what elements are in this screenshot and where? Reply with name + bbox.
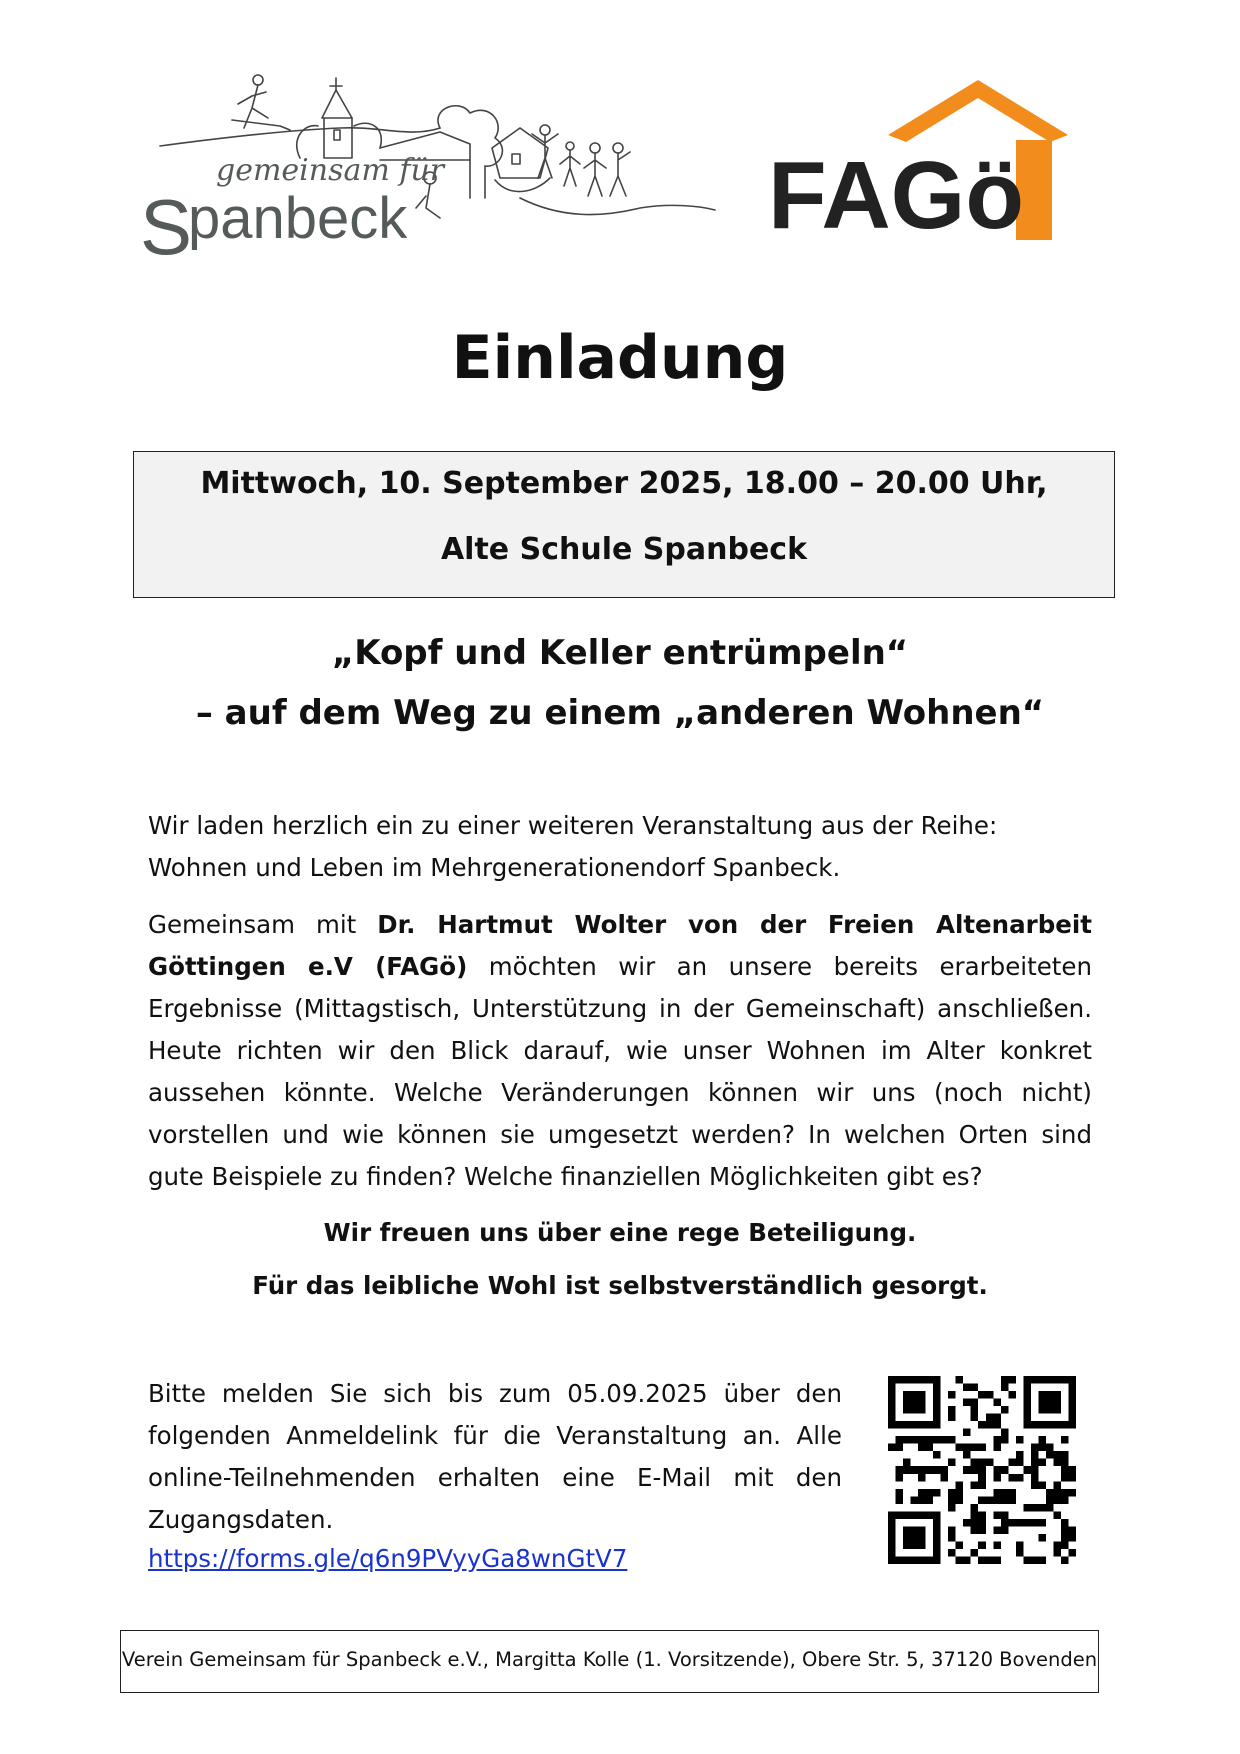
svg-text:panbeck: panbeck <box>188 186 408 251</box>
speaker-name: Dr. Hartmut Wolter von der Freien Altenarbeit Göttingen e.V (FAGö) <box>148 910 1092 981</box>
fago-logo <box>768 80 1078 245</box>
footer-text: Verein Gemeinsam für Spanbeck e.V., Margitta Kolle (1. Vorsitzende), Obere Str. 5, 37120 Bovenden <box>121 1648 1098 1671</box>
spanbeck-logo <box>140 68 720 273</box>
closing-line-2: Für das leibliche Wohl ist selbstverständlich gesorgt. <box>252 1271 988 1300</box>
page-title: Einladung <box>451 323 789 393</box>
main-paragraph-prefix: Gemeinsam mit <box>148 910 378 939</box>
intro-paragraph: Wir laden herzlich ein zu einer weiteren Veranstaltung aus der Reihe: Wohnen und Leben im Mehrgenerationendorf Spanbeck. <box>148 811 998 882</box>
registration-link[interactable]: https://forms.gle/q6n9PVyyGa8wnGtV7 <box>148 1544 628 1573</box>
event-date-time: Mittwoch, 10. September 2025, 18.00 – 20.00 Uhr, <box>200 466 1048 501</box>
footer <box>120 1630 1099 1693</box>
event-location: Alte Schule Spanbeck <box>440 532 808 567</box>
subtitle-line-2: – auf dem Weg zu einem „anderen Wohnen“ <box>195 693 1045 733</box>
main-paragraph <box>148 904 1092 1198</box>
svg-text:FAGö: FAGö <box>768 142 1024 245</box>
subtitle-line-1: „Kopf und Keller entrümpeln“ <box>331 633 909 673</box>
closing-line-1: Wir freuen uns über eine rege Beteiligung. <box>323 1218 917 1247</box>
main-paragraph-rest: möchten wir an unsere bereits erarbeiteten Ergebnisse (Mittagstisch, Unterstützung in der Gemeinschaft) anschließen. Heute richten wir den Blick darauf, wie unser Wohnen im Alter konkret aussehen könnte. Welche Veränderungen können wir uns (noch nicht) vorstellen und wie können sie umgesetzt werden? In welchen Orten sind gute Beispiele zu finden? Welche finanziellen Möglichkeiten gibt es? <box>148 952 1092 1191</box>
spanbeck-logo-text: S <box>140 183 193 271</box>
event-info-box <box>133 451 1115 598</box>
registration-paragraph: Bitte melden Sie sich bis zum 05.09.2025 über den folgenden Anmeldelink für die Veranstaltung an. Alle online-Teilnehmenden erhalten eine E-Mail mit den Zugangsdaten. <box>148 1379 842 1534</box>
qr-code-icon[interactable] <box>888 1376 1076 1564</box>
svg-text:gemeinsam für: gemeinsam für <box>216 153 445 188</box>
